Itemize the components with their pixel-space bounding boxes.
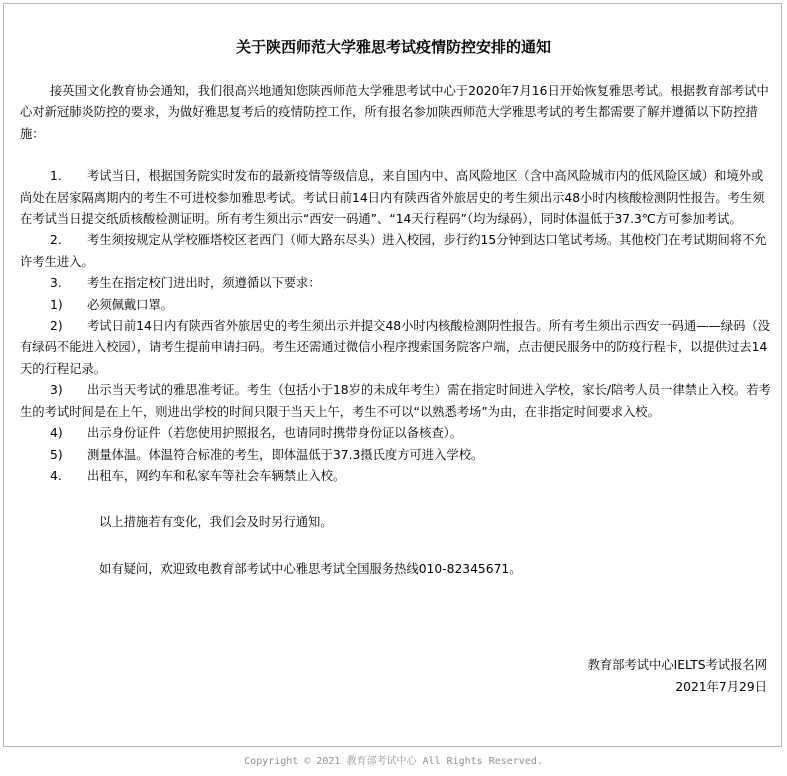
item-text: 必须佩戴口罩。 [87, 297, 174, 312]
item-number: 3. [50, 276, 62, 291]
item-number: 4. [50, 468, 62, 483]
item-number: 5) [50, 447, 63, 462]
signature-org: 教育部考试中心IELTS考试报名网 [587, 658, 767, 672]
spacer [20, 145, 775, 166]
item-text: 考生须按规定从学校雁塔校区老西门（师大路东尽头）进入校园，步行约15分钟到达口笔试考场。其他校门在考试期间将不允许考生进入。 [20, 233, 767, 269]
list-item [20, 445, 775, 466]
item-text: 出示当天考试的雅思准考证。考生（包括小于18岁的未成年考生）需在指定时间进入学校，家长/陪考人员一律禁止入校。若考生的考试时间是在上午，则进出学校的时间只限于当天上午，考生不可以“以熟悉考场”为由，在非指定时间要求入校。 [20, 383, 771, 419]
item-text: 出租车，网约车和私家车等社会车辆禁止入校。 [87, 468, 346, 483]
item-number: 1. [50, 169, 62, 184]
notice-body [20, 81, 775, 580]
list-item [20, 230, 775, 273]
item-text: 考试当日，根据国务院实时发布的最新疫情等级信息，来自国内中、高风险地区（含中高风险城市内的低风险区域）和境外或尚处在居家隔离期内的考生不可进校参加雅思考试。考试日前14日内有陕西省外旅居史的考生须出示48小时内核酸检测阴性报告。考生须在考试当日提交纸质核酸检测证明。所有考生须出示“西安一码通”、“14天行程码”（均为绿码），同时体温低于37.3℃方可参加考试。 [20, 169, 765, 227]
item-text: 考生在指定校门进出时，须遵循以下要求： [87, 276, 321, 291]
item-text: 考试日前14日内有陕西省外旅居史的考生须出示并提交48小时内核酸检测阴性报告。所有考生须出示西安一码通——绿码（没有绿码不能进入校园），请考生提前申请扫码。考生还需通过微信小程序搜索国务院客户端，点击便民服务中的防疫行程卡，以提供过去14天的行程记录。 [20, 319, 771, 376]
notice-title: 关于陕西师范大学雅思考试疫情防控安排的通知 [235, 38, 551, 56]
spacer [20, 487, 775, 512]
notice-panel [3, 3, 782, 747]
list-item [20, 273, 775, 294]
signature-block [588, 654, 767, 698]
item-text: 出示身份证件（若您使用护照报名，也请同时携带身份证以备核查）。 [87, 426, 463, 441]
intro-paragraph: 接英国文化教育协会通知，我们很高兴地通知您陕西师范大学雅思考试中心于2020年7月16日开始恢复雅思考试。根据教育部考试中心对新冠肺炎防控的要求，为做好雅思复考后的疫情防控工作，所有报名参加陕西师范大学雅思考试的考生都需要了解并遵循以下防控措施： [20, 84, 769, 141]
list-item [20, 166, 775, 230]
copyright-footer: Copyright © 2021 教育部考试中心 All Rights Reserved. [244, 756, 543, 767]
item-number: 2. [50, 233, 62, 248]
list-item [20, 466, 775, 487]
item-text: 测量体温。体温符合标准的考生，即体温低于37.3摄氏度方可进入学校。 [87, 447, 484, 462]
list-item [20, 423, 775, 444]
item-number: 2) [50, 319, 63, 334]
item-number: 3) [50, 383, 63, 398]
list-item [20, 295, 775, 316]
item-number: 1) [50, 297, 63, 312]
list-item [20, 316, 775, 380]
closing-change-notice: 以上措施若有变化，我们会及时另行通知。 [99, 515, 333, 530]
signature-date: 2021年7月29日 [675, 680, 767, 694]
list-item [20, 380, 775, 423]
item-number: 4) [50, 426, 63, 441]
closing-hotline: 如有疑问，欢迎致电教育部考试中心雅思考试全国服务热线010-82345671。 [99, 561, 522, 576]
spacer [20, 534, 775, 559]
